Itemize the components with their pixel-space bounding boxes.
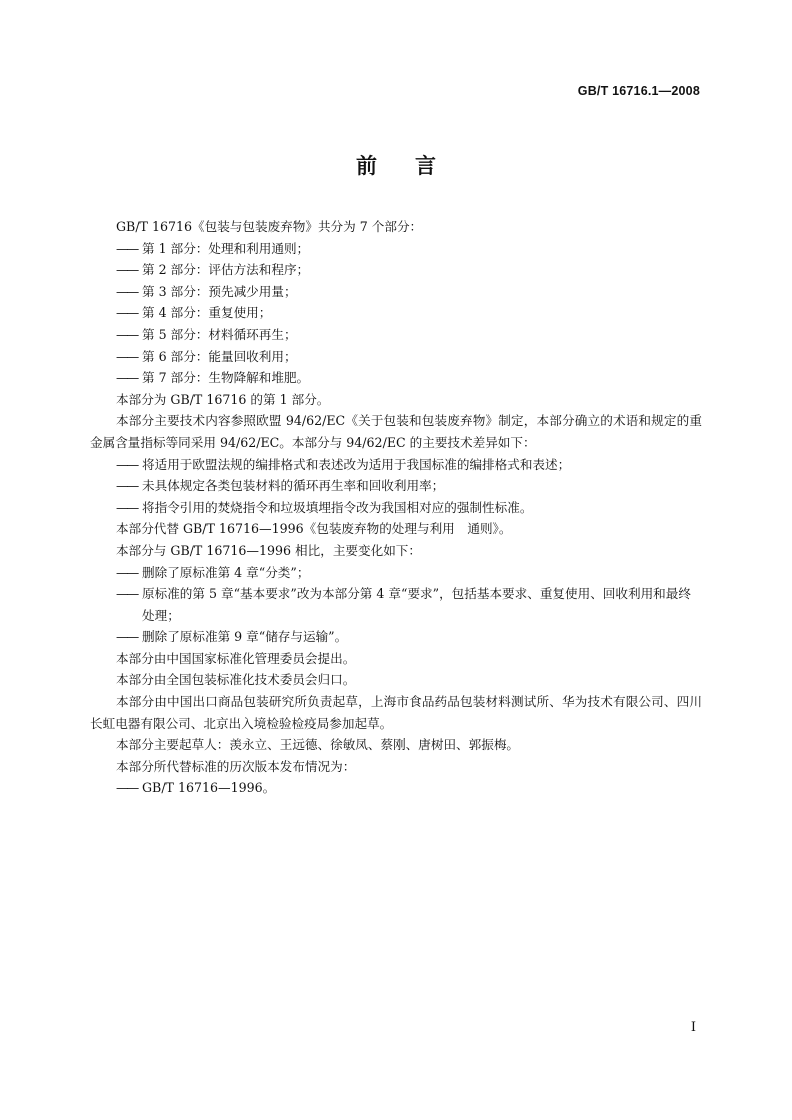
- dash-list-item: [90, 475, 702, 497]
- title-char-1: 前: [356, 154, 377, 178]
- title-char-2: 言: [415, 154, 436, 178]
- paragraph: 本部分主要技术内容参照欧盟 94/62/EC《关于包装和包装废弃物》制定，本部分确立的术语和规定的重金属含量指标等同采用 94/62/EC。本部分与 94/62/EC 的主要技术差异如下：: [90, 413, 702, 450]
- dash-item-text: 第 1 部分：处理和利用通则；: [142, 240, 310, 256]
- dash-item-text: 第 7 部分：生物降解和堆肥。: [142, 370, 310, 386]
- paragraph: 本部分由全国包装标准化技术委员会归口。: [116, 672, 356, 688]
- dash-item-text: 第 6 部分：能量回收利用；: [142, 348, 297, 364]
- paragraph: 本部分为 GB/T 16716 的第 1 部分。: [116, 391, 330, 407]
- paragraph: 本部分代替 GB/T 16716—1996《包装废弃物的处理与利用 通则》。: [116, 521, 512, 537]
- em-dash-marker: ——: [116, 564, 138, 580]
- dash-item-text: 未具体规定各类包装材料的循环再生率和回收利用率；: [142, 478, 445, 494]
- dash-item-text: GB/T 16716—1996。: [142, 780, 276, 796]
- em-dash-marker: ——: [116, 586, 138, 602]
- em-dash-marker: ——: [116, 780, 138, 796]
- dash-item-text: 第 3 部分：预先减少用量；: [142, 283, 297, 299]
- dash-item-text: 第 5 部分：材料循环再生；: [142, 326, 297, 342]
- paragraph: 本部分由中国国家标准化管理委员会提出。: [116, 650, 356, 666]
- foreword-body: [90, 216, 702, 799]
- dash-list-item: [90, 626, 702, 648]
- dash-item-text: 将适用于欧盟法规的编排格式和表述改为适用于我国标准的编排格式和表述；: [142, 456, 571, 472]
- em-dash-marker: ——: [116, 240, 138, 256]
- dash-item-text: 第 2 部分：评估方法和程序；: [142, 262, 310, 278]
- dash-list-item: [90, 367, 702, 389]
- em-dash-marker: ——: [116, 456, 138, 472]
- em-dash-marker: ——: [116, 478, 138, 494]
- dash-list-item: [90, 238, 702, 260]
- paragraph: 本部分由中国出口商品包装研究所负责起草，上海市食品药品包装材料测试所、华为技术有限公司、四川长虹电器有限公司、北京出入境检验检疫局参加起草。: [90, 694, 702, 731]
- dash-list-item: [90, 562, 702, 584]
- em-dash-marker: ——: [116, 283, 138, 299]
- paragraph: GB/T 16716《包装与包装废弃物》共分为 7 个部分：: [116, 219, 423, 234]
- paragraph: 本部分与 GB/T 16716—1996 相比，主要变化如下：: [116, 542, 421, 558]
- dash-list-item: [90, 259, 702, 281]
- dash-item-text: 删除了原标准第 9 章“储存与运输”。: [142, 629, 348, 645]
- dash-item-text: 原标准的第 5 章“基本要求”改为本部分第 4 章“要求”，包括基本要求、重复使用、回收利用和最终处理；: [142, 586, 691, 623]
- em-dash-marker: ——: [116, 262, 138, 278]
- dash-list-item: [90, 497, 702, 519]
- em-dash-marker: ——: [116, 348, 138, 364]
- dash-item-text: 第 4 部分：重复使用；: [142, 305, 272, 321]
- em-dash-marker: ——: [116, 305, 138, 321]
- dash-item-text: 将指令引用的焚烧指令和垃圾填埋指令改为我国相对应的强制性标准。: [142, 499, 533, 515]
- dash-list-item: [90, 324, 702, 346]
- dash-list-item: [90, 346, 702, 368]
- dash-list-item: [90, 777, 702, 799]
- em-dash-marker: ——: [116, 499, 138, 515]
- paragraph: 本部分所代替标准的历次版本发布情况为：: [116, 758, 356, 774]
- dash-list-item: [90, 302, 702, 324]
- standard-code: GB/T 16716.1—2008: [577, 84, 700, 98]
- dash-item-text: 删除了原标准第 4 章“分类”；: [142, 564, 310, 580]
- dash-list-item: [90, 454, 702, 476]
- paragraph: 本部分主要起草人：羡永立、王远德、徐敏凤、蔡刚、唐树田、郭振梅。: [116, 737, 519, 753]
- em-dash-marker: ——: [116, 370, 138, 386]
- page-number: I: [690, 1020, 696, 1035]
- em-dash-marker: ——: [116, 629, 138, 645]
- page-title: [0, 150, 792, 180]
- dash-list-item: [90, 281, 702, 303]
- dash-list-item: [90, 583, 702, 626]
- em-dash-marker: ——: [116, 326, 138, 342]
